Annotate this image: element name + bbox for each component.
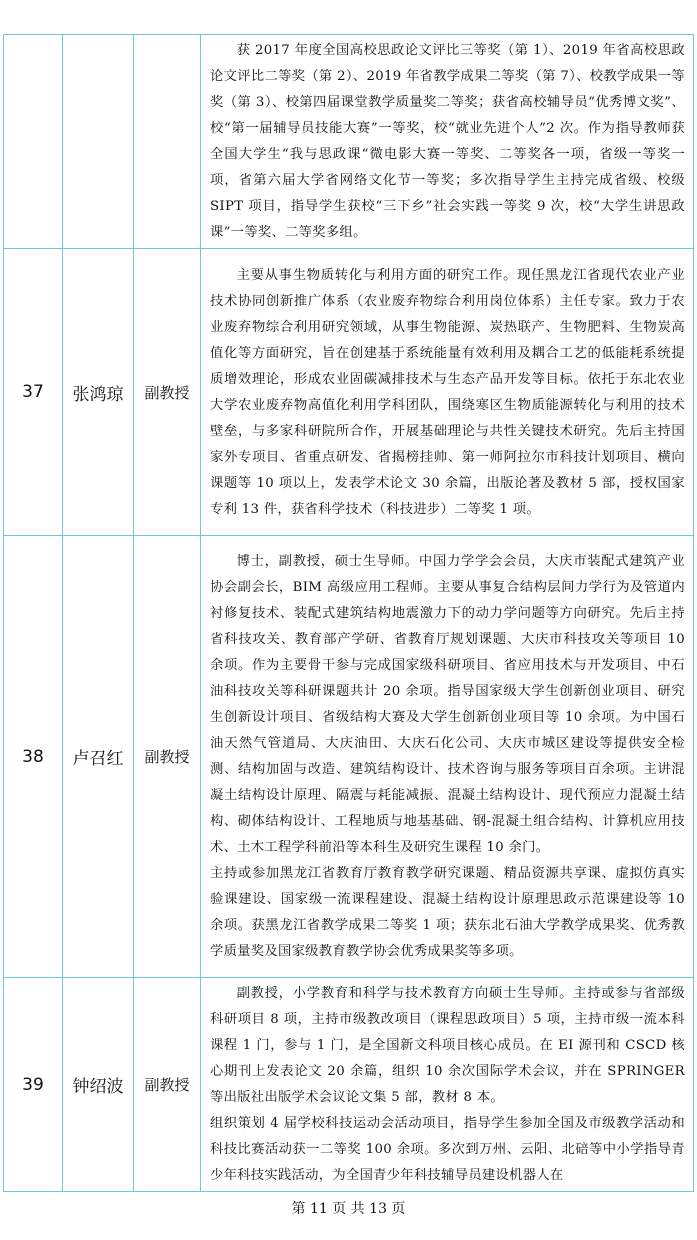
row-number: 39 — [4, 978, 63, 1192]
page-footer: 第 11 页 共 13 页 — [291, 1201, 406, 1217]
faculty-table — [3, 34, 694, 1192]
description-paragraph: 组织策划 4 届学校科技运动会活动项目，指导学生参加全国及市级教学活动和科技比赛活动获一二等奖 100 余项。多次到万州、云阳、北碚等中小学指导青少年科技实践活动，为全国青少年科技辅导员建设机器人在 — [210, 1116, 685, 1183]
table-row — [4, 249, 694, 536]
table-row — [4, 536, 694, 978]
description-cell — [201, 35, 694, 249]
person-name: 张鸿琼 — [63, 249, 134, 536]
row-number — [4, 35, 63, 249]
person-title: 副教授 — [134, 249, 201, 536]
person-name: 卢召红 — [63, 536, 134, 978]
person-name — [63, 35, 134, 249]
table-row — [4, 35, 694, 249]
description-paragraph: 主要从事生物质转化与利用方面的研究工作。现任黑龙江省现代农业产业技术协同创新推广体系（农业废弃物综合利用岗位体系）主任专家。致力于农业废弃物综合利用研究领域，从事生物能源、炭热联产、生物肥料、生物炭高值化等方面研究，旨在创建基于系统能量有效利用及耦合工艺的低能耗系统提质增效理论，形成农业固碳减排技术与生态产品开发等目标。依托于东北农业大学农业废弃物高值化利用学科团队，围绕寒区生物质能源转化与利用的技术壁垒，与多家科研院所合作，开展基础理论与共性关键技术研究。先后主持国家外专项目、省重点研发、省揭榜挂帅、第一师阿拉尔市科技计划项目、横向课题等 10 项以上，发表学术论文 30 余篇，出版论著及教材 5 部，授权国家专利 13 件，获省科学技术（科技进步）二等奖 1 项。 — [210, 267, 685, 517]
person-title: 副教授 — [134, 536, 201, 978]
description-paragraph: 博士，副教授，硕士生导师。中国力学学会会员，大庆市装配式建筑产业协会副会长，BIM 高级应用工程师。主要从事复合结构层间力学行为及管道内衬修复技术、装配式建筑结构地震激力下的动力学问题等方向研究。先后主持省科技攻关、教育部产学研、省教育厅规划课题、大庆市科技攻关等项目 10 余项。作为主要骨干参与完成国家级科研项目、省应用技术与开发项目、中石油科技攻关等科研课题共计 20 余项。指导国家级大学生创新创业项目、研究生创新设计项目、省级结构大赛及大学生创新创业项目等 10 余项。为中国石油天然气管道局、大庆油田、大庆石化公司、大庆市城区建设等提供安全检测、结构加固与改造、建筑结构设计、技术咨询与服务等项目百余项。主讲混凝土结构设计原理、隔震与耗能减振、混凝土结构设计、现代预应力混凝土结构、砌体结构设计、工程地质与地基基础、钢-混凝土组合结构、计算机应用技术、土木工程学科前沿等本科生及研究生课程 10 余门。 — [210, 554, 685, 855]
description-cell — [201, 536, 694, 978]
person-title — [134, 35, 201, 249]
table-row — [4, 978, 694, 1192]
description-paragraph: 副教授，小学教育和科学与技术教育方向硕士生导师。主持或参与省部级科研项目 8 项，主持市级教改项目（课程思政项目）5 项，主持市级一流本科课程 1 门，参与 1 门，是全国新文科项目核心成员。在 EI 源刊和 CSCD 核心期刊上发表论文 20 余篇，组织 10 余次国际学术会议，并在 SPRINGER 等出版社出版学术会议论文集 5 部，教材 8 本。 — [210, 986, 685, 1105]
description-paragraph: 获 2017 年度全国高校思政论文评比三等奖（第 1）、2019 年省高校思政论文评比二等奖（第 2）、2019 年省教学成果二等奖（第 7）、校教学成果一等奖（第 3）、校第四届课堂教学质量奖二等奖；获省高校辅导员“优秀博文奖”、校“第一届辅导员技能大赛”一等奖，校“就业先进个人”2 次。作为指导教师获全国大学生“我与思政课“微电影大赛一等奖、二等奖各一项，省级一等奖一项，省第六届大学省网络文化节一等奖；多次指导学生主持完成省级、校级 SIPT 项目，指导学生获校“三下乡”社会实践一等奖 9 次，校“大学生讲思政课”一等奖、二等奖多组。 — [210, 43, 685, 240]
description-cell — [201, 249, 694, 536]
description-cell — [201, 978, 694, 1192]
person-title: 副教授 — [134, 978, 201, 1192]
description-paragraph: 主持或参加黑龙江省教育厅教育教学研究课题、精品资源共享课、虚拟仿真实验课建设、国家级一流课程建设、混凝土结构设计原理思政示范课建设等 10 余项。获黑龙江省教学成果二等奖 1 项；获东北石油大学教学成果奖、优秀教学质量奖及国家级教育教学协会优秀成果奖等多项。 — [210, 866, 685, 959]
person-name: 钟绍波 — [63, 978, 134, 1192]
row-number: 38 — [4, 536, 63, 978]
row-number: 37 — [4, 249, 63, 536]
